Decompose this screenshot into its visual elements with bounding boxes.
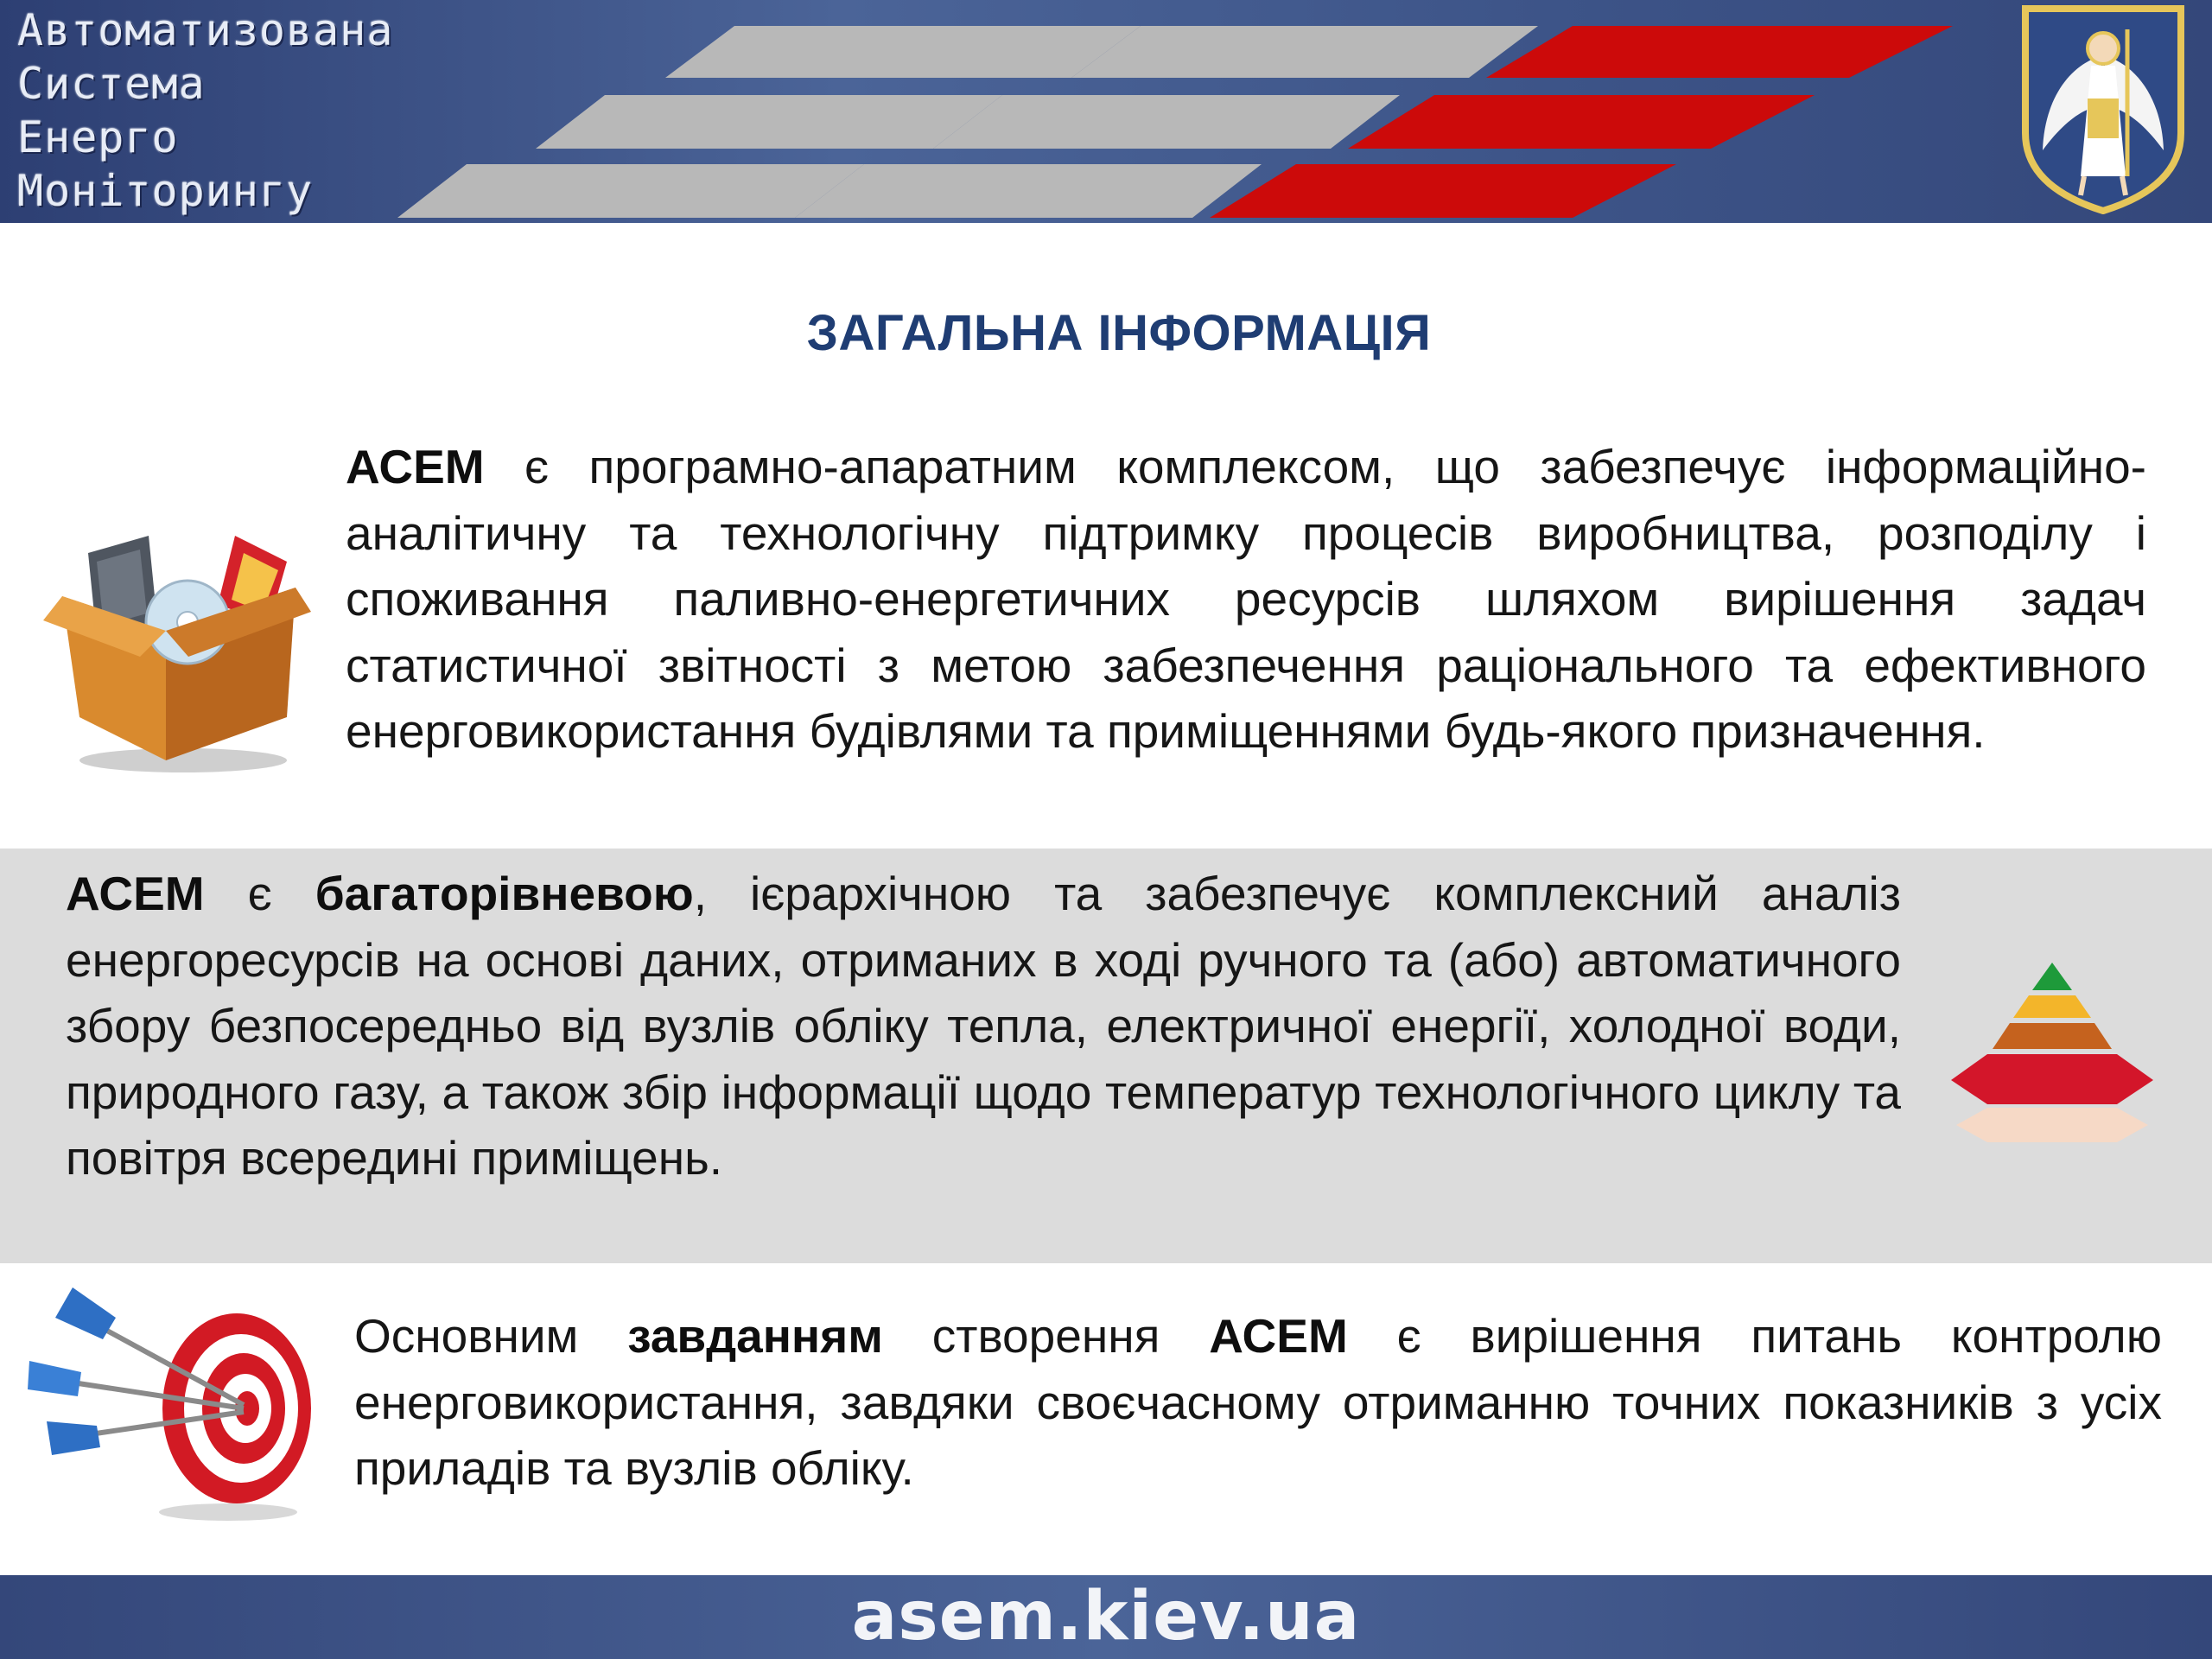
para-bold: АСЕМ [66, 867, 205, 920]
target-darts-icon [21, 1270, 323, 1529]
intro-paragraph [346, 434, 2146, 765]
para-bold: багаторівневою [315, 867, 694, 920]
page-title: ЗАГАЛЬНА ІНФОРМАЦІЯ [806, 305, 1432, 361]
header-banner [0, 0, 2212, 223]
logo-line: Система [17, 59, 206, 109]
software-box-icon [36, 510, 313, 778]
para-bold: АСЕМ [346, 440, 485, 493]
kyiv-crest-icon [2018, 3, 2188, 214]
logo-line: Автоматизована [17, 5, 394, 55]
para-text: , ієрархічною та забезпечує комплексний аналіз енергоресурсів на основі даних, отриманих в ході ручного та (або) автоматичного збору безпосередньо від вузлів обліку тепла, електричної енергії, холодної води, природного газу, а також збір інформації щодо температур технологічного циклу та повітря всередині приміщень. [66, 867, 1901, 1185]
stripe-red [1486, 26, 1953, 78]
stripe-gray [933, 95, 1400, 149]
stripe-gray [397, 164, 864, 218]
para-bold: АСЕМ [1209, 1309, 1348, 1363]
para-text: є [204, 867, 315, 920]
para-bold: завданням [627, 1309, 883, 1363]
logo-line: Енерго [17, 112, 179, 162]
task-paragraph [354, 1303, 2162, 1502]
stripe-gray [665, 26, 1141, 78]
stripe-gray [1071, 26, 1538, 78]
hierarchy-paragraph [66, 861, 1901, 1192]
pyramid-icon [1936, 950, 2169, 1149]
site-url-link[interactable]: asem.kiev.ua [851, 1578, 1361, 1656]
stripe-gray [536, 95, 1002, 149]
logo-line: Моніторингу [17, 166, 314, 216]
stripe-gray [795, 164, 1262, 218]
system-logo-text [17, 3, 393, 218]
footer-bar [0, 1575, 2212, 1659]
para-text: Основним [354, 1309, 628, 1363]
para-text: є вирішення питань контролю енерговикористання, завдяки своєчасному отриманню точних показників з усіх приладів та вузлів обліку. [354, 1309, 2163, 1495]
stripe-red [1210, 164, 1676, 218]
stripe-red [1348, 95, 1815, 149]
para-text: створення [882, 1309, 1210, 1363]
para-text: є програмно-апаратним комплексом, що забезпечує інформаційно-аналітичну та технологічну підтримку процесів виробництва, розподілу і споживання паливно-енергетичних ресурсів шляхом вирішення задач статистичної звітності з метою забезпечення раціонального та ефективного енерговикористання будівлями та приміщеннями будь-якого призначення. [346, 440, 2146, 758]
